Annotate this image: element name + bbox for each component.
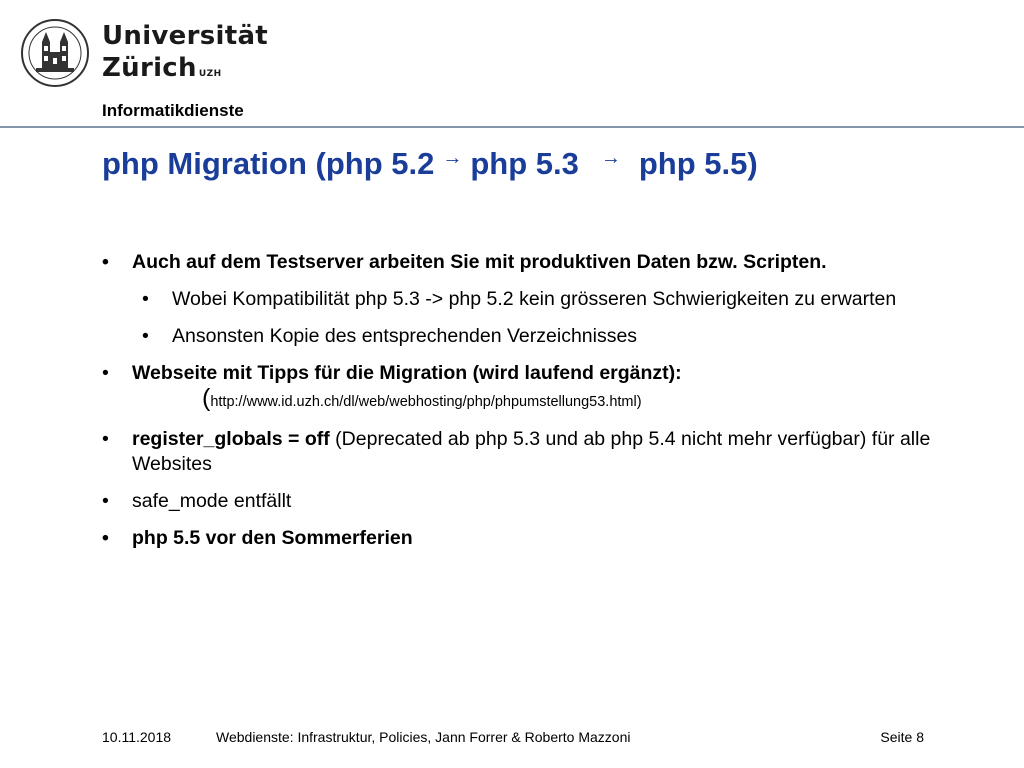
title-part-1: php Migration (php 5.2: [102, 146, 435, 181]
bullet-list: [100, 250, 940, 563]
wordmark-line-1: Universität: [102, 21, 269, 51]
bullet-item-php55: [100, 526, 940, 551]
bullet-icon: •: [102, 527, 109, 549]
bullet-text: Ansonsten Kopie des entsprechenden Verzeichnisses: [172, 325, 638, 347]
footer-page-number: Seite 8: [880, 729, 924, 745]
sub-bullet-item-compat: [100, 287, 940, 312]
bullet-text-bold: register_globals = off: [132, 428, 330, 450]
bullet-item-testserver: [100, 250, 940, 275]
arrow-right-icon: →: [442, 147, 463, 169]
bullet-item-safe-mode: [100, 489, 940, 514]
department-label: Informatikdienste: [102, 101, 244, 120]
bullet-icon: •: [102, 428, 109, 450]
bullet-text: Auch auf dem Testserver arbeiten Sie mit produktiven Daten bzw. Scripten.: [132, 251, 827, 273]
bullet-text: (Deprecated ab php 5.3 und ab php 5.4 nicht mehr verfügbar) für alle Websites: [132, 428, 931, 475]
title-part-2: php 5.3: [470, 146, 579, 181]
arrow-right-icon: →: [600, 147, 621, 169]
wordmark-uzh: UZH: [198, 69, 222, 79]
bullet-item-website-tips: [100, 361, 940, 415]
university-wordmark: [102, 20, 268, 84]
sub-bullet-item-copy: [100, 324, 940, 349]
university-seal-logo: [20, 18, 90, 88]
bullet-icon: •: [102, 362, 109, 384]
wordmark-zurich: Zürich: [102, 53, 197, 83]
bullet-item-register-globals: [100, 427, 940, 477]
wordmark-line-2: [102, 52, 268, 84]
footer-date: 10.11.2018: [102, 729, 172, 745]
footer-title: Webdienste: Infrastruktur, Policies, Jann Forrer & Roberto Mazzoni: [216, 729, 631, 745]
header-divider: [0, 126, 1024, 128]
url-text: http://www.id.uzh.ch/dl/web/webhosting/php/phpumstellung53.html): [210, 394, 642, 410]
bullet-icon: •: [142, 325, 149, 347]
bullet-text: safe_mode entfällt: [132, 490, 292, 512]
slide-title: [102, 146, 758, 182]
migration-tips-link[interactable]: [132, 386, 940, 415]
bullet-text: Webseite mit Tipps für die Migration (wird laufend ergänzt):: [132, 362, 682, 384]
bullet-icon: •: [102, 490, 109, 512]
bullet-text: php 5.5 vor den Sommerferien: [132, 527, 413, 549]
url-open-paren: (: [202, 384, 211, 412]
bullet-icon: •: [102, 251, 109, 273]
title-part-3: php 5.5): [638, 146, 758, 181]
bullet-text: Wobei Kompatibilität php 5.3 -> php 5.2 kein grösseren Schwierigkeiten zu erwarten: [172, 288, 897, 310]
bullet-icon: •: [142, 288, 149, 310]
